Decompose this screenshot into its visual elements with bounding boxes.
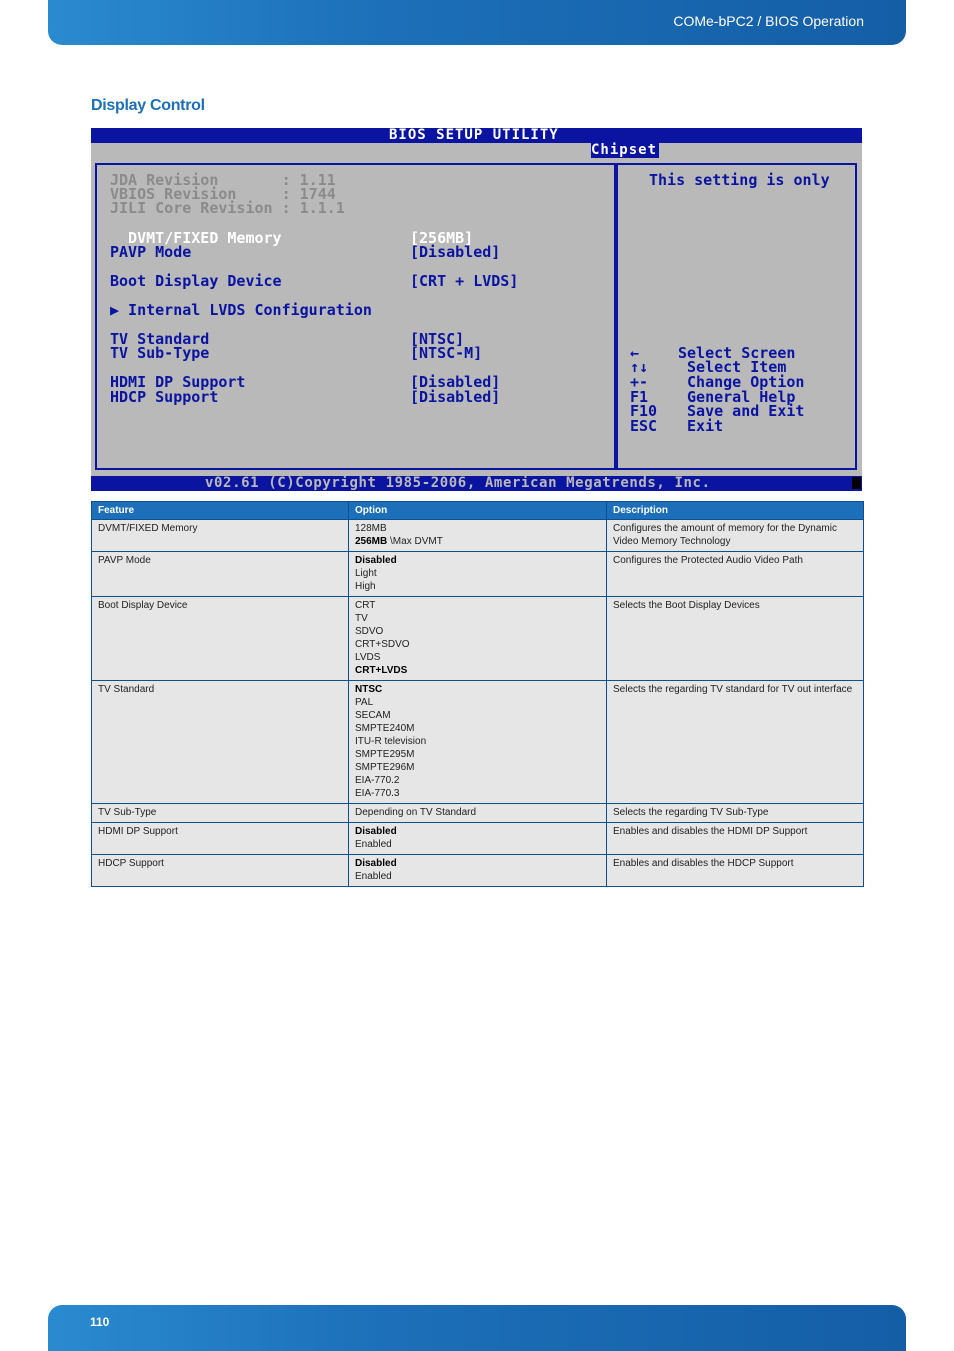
option-text: Disabled	[355, 555, 397, 566]
option-value	[355, 774, 600, 787]
bios-copyright: v02.61 (C)Copyright 1985-2006, American Megatrends, Inc.	[205, 475, 711, 491]
option-cell	[349, 552, 607, 597]
option-value	[355, 599, 600, 612]
option-text: TV	[355, 613, 368, 624]
option-text: CRT	[355, 600, 376, 611]
option-cell	[349, 804, 607, 823]
feature-cell: TV Sub-Type	[92, 804, 349, 823]
option-text: LVDS	[355, 652, 381, 663]
bios-key-action: Select Item	[678, 358, 787, 376]
option-text: Disabled	[355, 858, 397, 869]
option-text: SMPTE296M	[355, 762, 415, 773]
page-header	[48, 0, 906, 45]
bios-key: ↑↓	[630, 358, 649, 376]
bios-help-panel	[616, 163, 857, 470]
feature-cell: HDCP Support	[92, 855, 349, 887]
bios-tab-chipset: Chipset	[591, 142, 658, 158]
option-value	[355, 787, 600, 800]
bios-setting-label: PAVP Mode	[110, 243, 192, 261]
option-text: CRT+LVDS	[355, 665, 408, 676]
option-text: CRT+SDVO	[355, 639, 410, 650]
option-cell	[349, 520, 607, 552]
bios-key: ←	[630, 344, 640, 362]
description-cell: Enables and disables the HDCP Support	[607, 855, 864, 887]
feature-cell: DVMT/FIXED Memory	[92, 520, 349, 552]
bios-settings-panel	[95, 163, 616, 470]
option-cell	[349, 855, 607, 887]
bios-setting-label: HDMI DP Support	[110, 373, 246, 391]
feature-cell: TV Standard	[92, 681, 349, 804]
bios-setting-value: [NTSC-M]	[410, 344, 483, 362]
bios-info-line: VBIOS Revision : 1744	[110, 185, 336, 203]
bios-setting-value: [256MB]	[410, 229, 474, 247]
column-header-description: Description	[607, 502, 864, 520]
option-value	[355, 683, 600, 696]
option-value	[355, 554, 600, 567]
bios-key: +-	[630, 373, 649, 391]
description-cell: Selects the regarding TV Sub-Type	[607, 804, 864, 823]
table-row	[92, 681, 864, 804]
table-row	[92, 823, 864, 855]
bios-info-line: JILI Core Revision : 1.1.1	[110, 199, 345, 217]
feature-table	[91, 501, 864, 887]
option-text: EIA-770.2	[355, 775, 400, 786]
option-text: Enabled	[355, 839, 392, 850]
option-text: SECAM	[355, 710, 391, 721]
bios-key-action: Save and Exit	[678, 402, 805, 420]
option-value	[355, 735, 600, 748]
option-cell	[349, 823, 607, 855]
description-cell: Selects the regarding TV standard for TV out interface	[607, 681, 864, 804]
option-text: SMPTE240M	[355, 723, 415, 734]
bios-title: BIOS SETUP UTILITY	[389, 128, 559, 143]
table-row	[92, 804, 864, 823]
option-text: 128MB	[355, 523, 387, 534]
column-header-option: Option	[349, 502, 607, 520]
bios-key: ESC	[630, 417, 658, 435]
table-header-row	[92, 502, 864, 520]
option-cell	[349, 597, 607, 681]
option-text: High	[355, 581, 376, 592]
option-text: Depending on TV Standard	[355, 807, 477, 818]
option-text: PAL	[355, 697, 374, 708]
bios-cursor	[852, 477, 861, 489]
bios-setting-label: DVMT/FIXED Memory	[110, 229, 282, 247]
column-header-feature: Feature	[92, 502, 349, 520]
option-text: SMPTE295M	[355, 749, 415, 760]
feature-cell: HDMI DP Support	[92, 823, 349, 855]
bios-key-action: General Help	[678, 388, 796, 406]
bios-key-action: Change Option	[678, 373, 805, 391]
bios-setting-value: [Disabled]	[410, 243, 501, 261]
option-value	[355, 625, 600, 638]
bios-key: F10	[630, 402, 658, 420]
feature-cell: PAVP Mode	[92, 552, 349, 597]
bios-setting-label: TV Standard	[110, 330, 210, 348]
bios-setting-value: [Disabled]	[410, 373, 501, 391]
page-number: 110	[90, 1315, 110, 1329]
table-body	[92, 520, 864, 887]
description-cell: Configures the Protected Audio Video Path	[607, 552, 864, 597]
bios-status-bar	[91, 476, 862, 491]
option-value	[355, 838, 600, 851]
option-value	[355, 761, 600, 774]
option-text: EIA-770.3	[355, 788, 400, 799]
option-value	[355, 580, 600, 593]
description-cell: Selects the Boot Display Devices	[607, 597, 864, 681]
table-row	[92, 520, 864, 552]
bios-setting-label: Boot Display Device	[110, 272, 282, 290]
section-title: Display Control	[91, 97, 205, 114]
option-value	[355, 638, 600, 651]
option-text: Light	[355, 568, 377, 579]
bios-title-bar	[91, 128, 862, 143]
description-cell: Configures the amount of memory for the Dynamic Video Memory Technology	[607, 520, 864, 552]
bios-setting-label: HDCP Support	[110, 388, 219, 406]
table-row	[92, 855, 864, 887]
option-text: NTSC	[355, 684, 383, 695]
bios-key-action: Exit	[678, 417, 724, 435]
bios-key: F1	[630, 388, 649, 406]
bios-key-action: Select Screen	[678, 344, 796, 362]
option-text: Disabled	[355, 826, 397, 837]
bios-help-text: This setting is only	[649, 171, 830, 189]
option-value	[355, 651, 600, 664]
option-value	[355, 857, 600, 870]
bios-info-line: JDA Revision : 1.11	[110, 171, 336, 189]
feature-cell: Boot Display Device	[92, 597, 349, 681]
option-value	[355, 612, 600, 625]
bios-setting-label: TV Sub-Type	[110, 344, 210, 362]
option-value	[355, 722, 600, 735]
bios-setting-value: [CRT + LVDS]	[410, 272, 519, 290]
option-value	[355, 709, 600, 722]
option-text: 256MB	[355, 536, 388, 547]
header-title: COMe-bPC2 / BIOS Operation	[673, 13, 864, 29]
option-value	[355, 806, 600, 819]
bios-screenshot	[91, 128, 862, 491]
option-value	[355, 748, 600, 761]
bios-submenu-label: ▶ Internal LVDS Configuration	[110, 301, 372, 319]
bios-setting-value: [NTSC]	[410, 330, 465, 348]
option-value	[355, 535, 600, 548]
option-value	[355, 696, 600, 709]
table-row	[92, 552, 864, 597]
option-cell	[349, 681, 607, 804]
option-value	[355, 825, 600, 838]
option-text: SDVO	[355, 626, 384, 637]
option-value	[355, 870, 600, 883]
page-footer	[48, 1305, 906, 1351]
option-suffix: \Max DVMT	[387, 536, 443, 547]
option-value	[355, 567, 600, 580]
table-row	[92, 597, 864, 681]
bios-setting-value: [Disabled]	[410, 388, 501, 406]
option-value	[355, 522, 600, 535]
option-value	[355, 664, 600, 677]
option-text: Enabled	[355, 871, 392, 882]
option-text: ITU-R television	[355, 736, 427, 747]
description-cell: Enables and disables the HDMI DP Support	[607, 823, 864, 855]
